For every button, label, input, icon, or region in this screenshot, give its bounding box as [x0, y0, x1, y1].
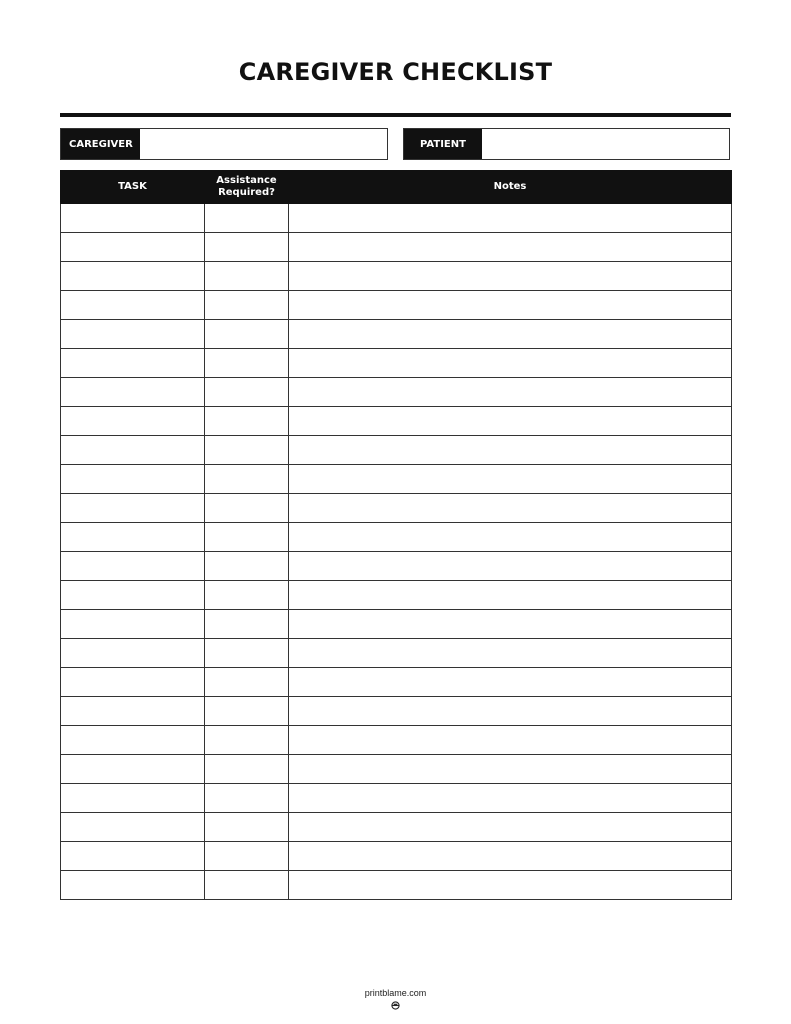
task-cell[interactable] [61, 813, 205, 842]
table-row [61, 552, 732, 581]
notes-cell[interactable] [289, 465, 732, 494]
notes-cell[interactable] [289, 262, 732, 291]
task-cell[interactable] [61, 436, 205, 465]
assistance-cell[interactable] [205, 349, 289, 378]
task-cell[interactable] [61, 552, 205, 581]
notes-cell[interactable] [289, 668, 732, 697]
table-row [61, 262, 732, 291]
notes-cell[interactable] [289, 407, 732, 436]
title-divider [60, 113, 731, 117]
checklist-table [60, 170, 732, 900]
assistance-cell[interactable] [205, 755, 289, 784]
notes-cell[interactable] [289, 204, 732, 233]
notes-cell[interactable] [289, 552, 732, 581]
notes-cell[interactable] [289, 697, 732, 726]
assistance-cell[interactable] [205, 726, 289, 755]
table-row [61, 610, 732, 639]
task-cell[interactable] [61, 494, 205, 523]
table-row [61, 639, 732, 668]
notes-cell[interactable] [289, 813, 732, 842]
patient-field [403, 128, 730, 160]
assistance-cell[interactable] [205, 465, 289, 494]
task-cell[interactable] [61, 581, 205, 610]
assistance-cell[interactable] [205, 204, 289, 233]
notes-column-header: Notes [289, 171, 732, 204]
table-row [61, 378, 732, 407]
task-cell[interactable] [61, 842, 205, 871]
table-row [61, 233, 732, 262]
assistance-cell[interactable] [205, 784, 289, 813]
patient-label: PATIENT [404, 129, 482, 159]
footer-site: printblame.com [364, 988, 427, 998]
assistance-header-line1: Assistance [216, 175, 277, 186]
assistance-cell[interactable] [205, 610, 289, 639]
task-cell[interactable] [61, 726, 205, 755]
table-row [61, 842, 732, 871]
task-cell[interactable] [61, 262, 205, 291]
task-cell[interactable] [61, 523, 205, 552]
notes-cell[interactable] [289, 349, 732, 378]
task-cell[interactable] [61, 407, 205, 436]
table-header-row [61, 171, 732, 204]
table-row [61, 320, 732, 349]
table-row [61, 204, 732, 233]
task-cell[interactable] [61, 668, 205, 697]
task-cell[interactable] [61, 639, 205, 668]
task-cell[interactable] [61, 755, 205, 784]
page-title: CAREGIVER CHECKLIST [238, 58, 553, 86]
task-column-header: TASK [61, 171, 205, 204]
assistance-cell[interactable] [205, 262, 289, 291]
notes-cell[interactable] [289, 755, 732, 784]
notes-cell[interactable] [289, 291, 732, 320]
table-row [61, 465, 732, 494]
task-cell[interactable] [61, 233, 205, 262]
task-cell[interactable] [61, 871, 205, 900]
table-row [61, 697, 732, 726]
assistance-cell[interactable] [205, 523, 289, 552]
task-cell[interactable] [61, 465, 205, 494]
table-row [61, 871, 732, 900]
table-row [61, 291, 732, 320]
task-cell[interactable] [61, 610, 205, 639]
table-row [61, 813, 732, 842]
assistance-cell[interactable] [205, 233, 289, 262]
table-row [61, 523, 732, 552]
notes-cell[interactable] [289, 610, 732, 639]
notes-cell[interactable] [289, 842, 732, 871]
table-row [61, 436, 732, 465]
task-cell[interactable] [61, 320, 205, 349]
assistance-cell[interactable] [205, 842, 289, 871]
table-row [61, 494, 732, 523]
assistance-cell[interactable] [205, 378, 289, 407]
notes-cell[interactable] [289, 581, 732, 610]
notes-cell[interactable] [289, 784, 732, 813]
printblame-logo-icon [391, 1001, 400, 1010]
notes-cell[interactable] [289, 233, 732, 262]
notes-cell[interactable] [289, 436, 732, 465]
table-body [61, 204, 732, 900]
notes-cell[interactable] [289, 871, 732, 900]
assistance-cell[interactable] [205, 697, 289, 726]
assistance-column-header [205, 171, 289, 204]
task-cell[interactable] [61, 378, 205, 407]
task-cell[interactable] [61, 784, 205, 813]
task-cell[interactable] [61, 291, 205, 320]
table-row [61, 349, 732, 378]
assistance-cell[interactable] [205, 291, 289, 320]
notes-cell[interactable] [289, 726, 732, 755]
caregiver-input[interactable] [140, 129, 387, 159]
assistance-cell[interactable] [205, 639, 289, 668]
table-row [61, 726, 732, 755]
assistance-cell[interactable] [205, 581, 289, 610]
table-row [61, 407, 732, 436]
table-row [61, 755, 732, 784]
patient-input[interactable] [482, 129, 729, 159]
task-cell[interactable] [61, 697, 205, 726]
notes-cell[interactable] [289, 494, 732, 523]
assistance-header-line2: Required? [218, 187, 275, 198]
table-row [61, 581, 732, 610]
caregiver-label: CAREGIVER [61, 129, 140, 159]
assistance-cell[interactable] [205, 407, 289, 436]
table-row [61, 784, 732, 813]
assistance-cell[interactable] [205, 494, 289, 523]
assistance-cell[interactable] [205, 320, 289, 349]
assistance-cell[interactable] [205, 436, 289, 465]
notes-cell[interactable] [289, 523, 732, 552]
caregiver-field [60, 128, 388, 160]
assistance-cell[interactable] [205, 871, 289, 900]
notes-cell[interactable] [289, 639, 732, 668]
task-cell[interactable] [61, 349, 205, 378]
table-row [61, 668, 732, 697]
assistance-cell[interactable] [205, 552, 289, 581]
notes-cell[interactable] [289, 378, 732, 407]
task-cell[interactable] [61, 204, 205, 233]
assistance-cell[interactable] [205, 813, 289, 842]
notes-cell[interactable] [289, 320, 732, 349]
assistance-cell[interactable] [205, 668, 289, 697]
